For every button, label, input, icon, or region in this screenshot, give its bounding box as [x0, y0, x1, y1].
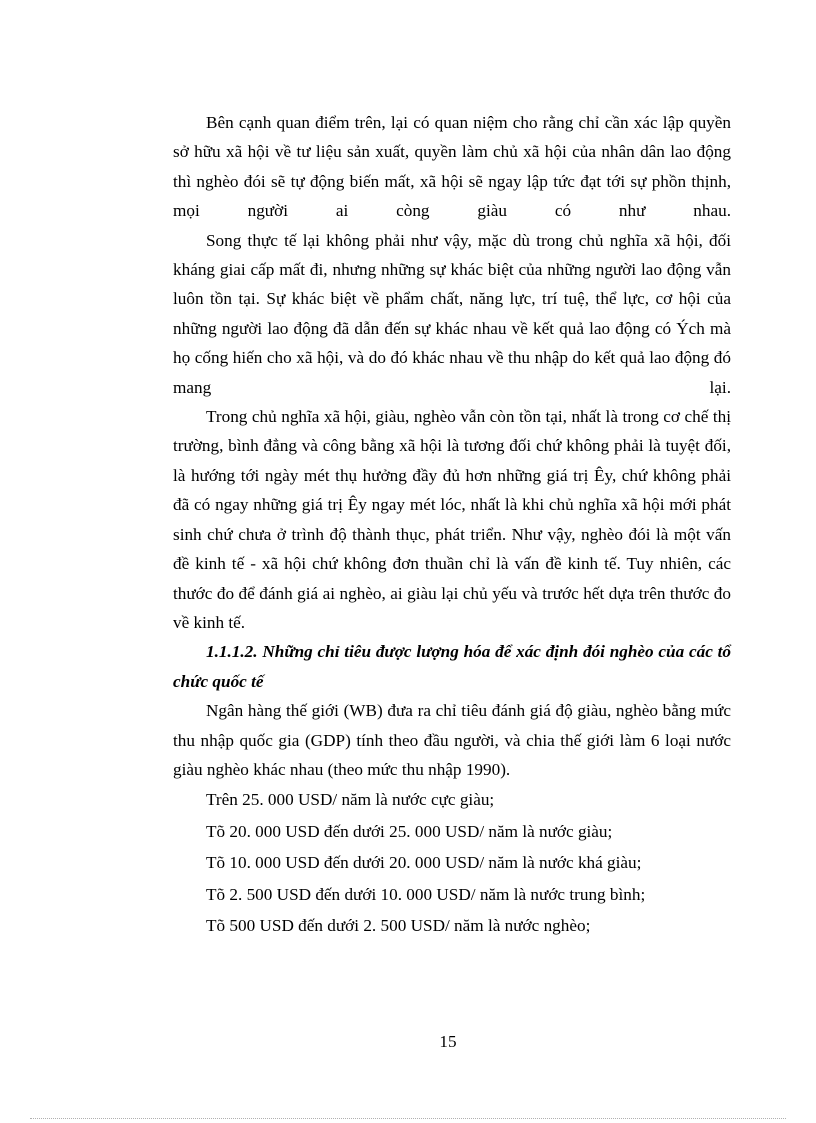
page-number: 15 [439, 1032, 457, 1051]
page-bottom-divider [30, 1118, 786, 1119]
paragraph-3: Trong chủ nghĩa xã hội, giàu, nghèo vẫn còn tồn tại, nhất là trong cơ chế thị trường, bình đẳng và công bằng xã hội là tương đối chứ không phải là tuyệt đối, là hướng tới ngày mét thụ hưởng đầy đủ hơn những giá trị Êy, chứ không phải đã có ngay những giá trị Êy ngay mét lóc, nhất là khi chủ nghĩa xã hội mới phát sinh chứ chưa ở trình độ thành thục, phát triển. Như vậy, nghèo đói là một vấn đề kinh tế - xã hội chứ không đơn thuần chỉ là vấn đề kinh tế. Tuy nhiên, các thước đo để đánh giá ai nghèo, ai giàu lại chủ yếu và trước hết dựa trên thước đo về kinh tế. [173, 407, 731, 632]
list-item: Tõ 20. 000 USD đến dưới 25. 000 USD/ năm là nước giàu; [206, 821, 613, 841]
list-item: Tõ 500 USD đến dưới 2. 500 USD/ năm là nước nghèo; [206, 916, 591, 936]
body-text [173, 108, 731, 942]
list-item: Tõ 10. 000 USD đến dưới 20. 000 USD/ năm là nước khá giàu; [206, 853, 642, 873]
list-item: Trên 25. 000 USD/ năm là nước cực giàu; [206, 790, 495, 810]
paragraph-wb: Ngân hàng thế giới (WB) đưa ra chỉ tiêu đánh giá độ giàu, nghèo bằng mức thu nhập quốc gia (GDP) tính theo đầu người, và chia thế giới làm 6 loại nước giàu nghèo khác nhau (theo mức thu nhập 1990). [173, 701, 731, 779]
income-level-list [173, 784, 731, 942]
section-heading: 1.1.1.2. Những chỉ tiêu được lượng hóa để xác định đói nghèo của các tổ chức quốc tế [173, 642, 731, 691]
paragraph-2: Song thực tế lại không phải như vậy, mặc dù trong chủ nghĩa xã hội, đối kháng giai cấp mất đi, nhưng những sự khác biệt của những người lao động vẫn luôn tồn tại. Sự khác biệt về phẩm chất, năng lực, trí tuệ, thể lực, cơ hội của những người lao động đã dẫn đến sự khác nhau về kết quả lao động có Ých mà họ cống hiến cho xã hội, và do đó khác nhau về thu nhập do kết quả lao động đó mang lại. [173, 230, 731, 397]
list-item: Tõ 2. 500 USD đến dưới 10. 000 USD/ năm là nước trung bình; [206, 884, 646, 904]
paragraph-1: Bên cạnh quan điểm trên, lại có quan niệm cho rằng chỉ cần xác lập quyền sở hữu xã hội về tư liệu sản xuất, quyền làm chủ xã hội của nhân dân lao động thì nghèo đói sẽ tự động biến mất, xã hội sẽ ngay lập tức đạt tới sự phồn thịnh, mọi người ai còng giàu có như nhau. [173, 113, 731, 221]
